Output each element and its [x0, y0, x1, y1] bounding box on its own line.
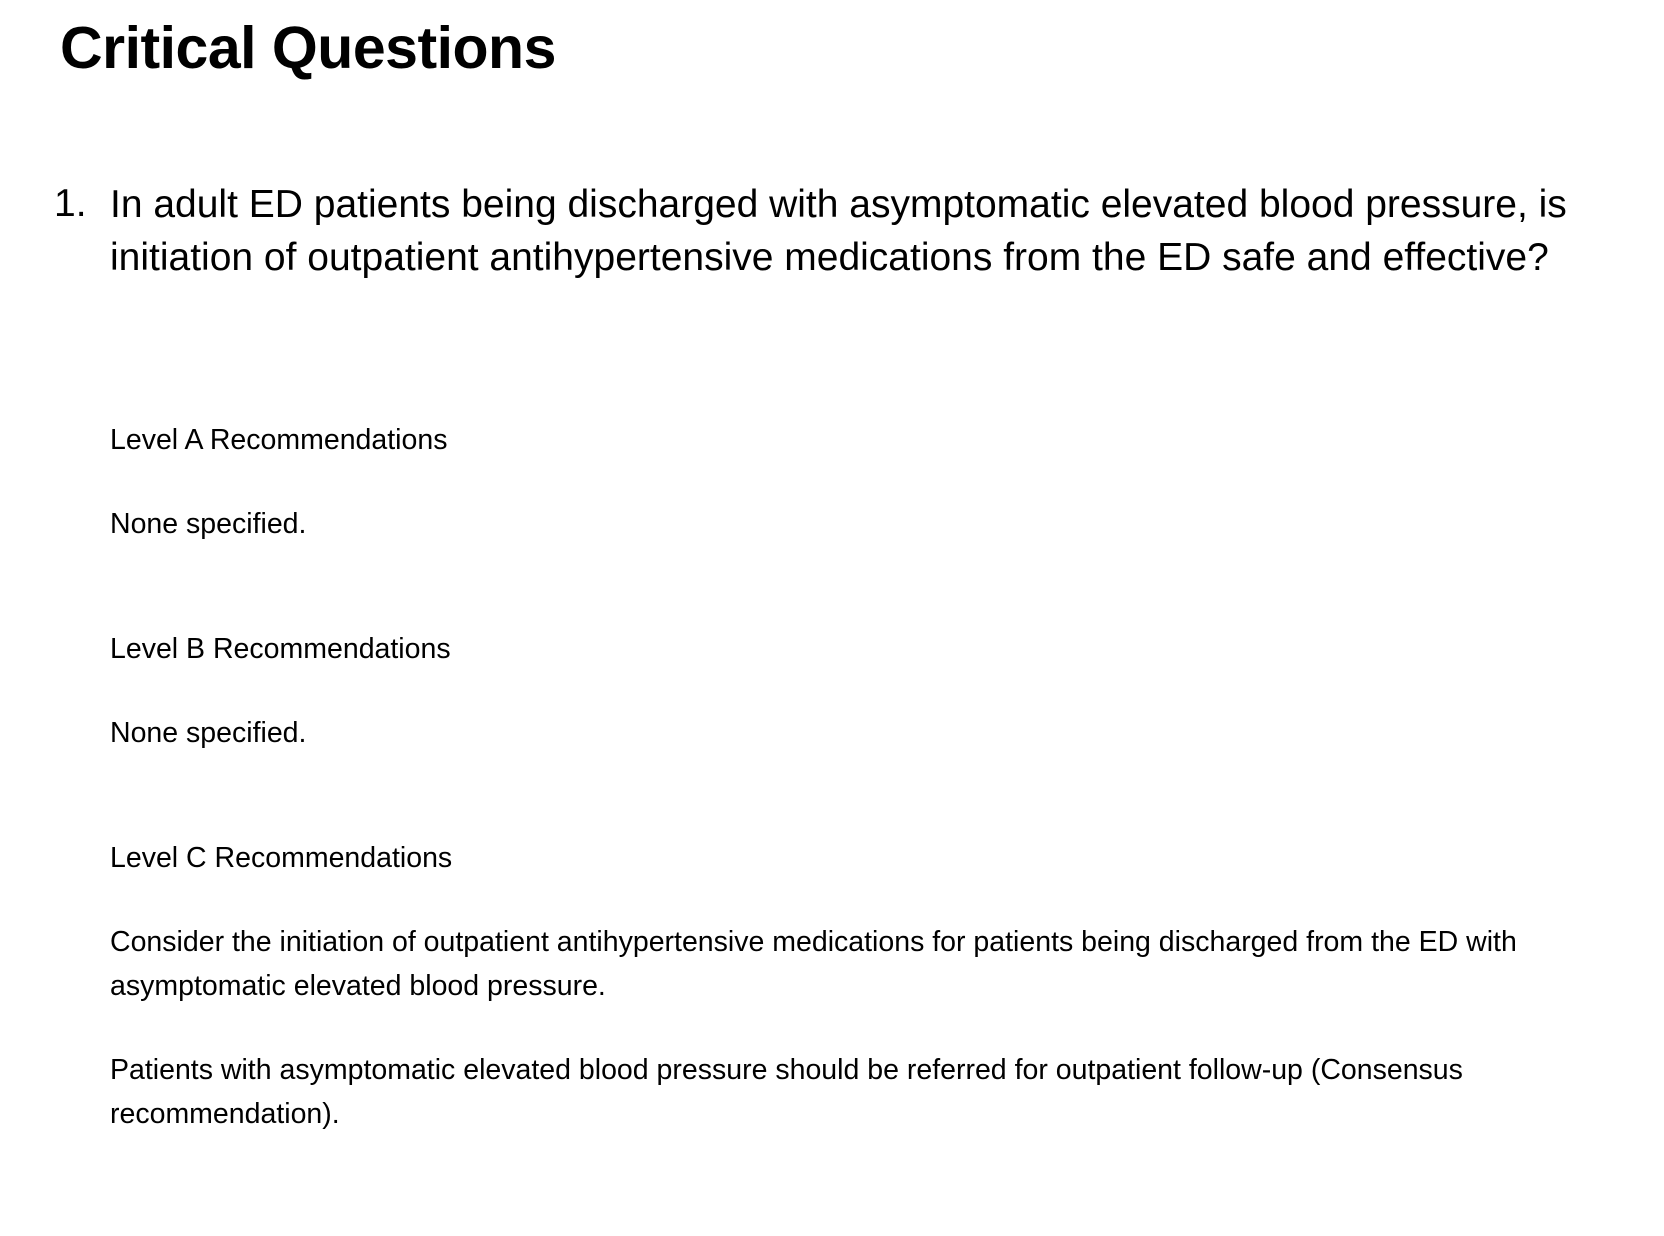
page-title: Critical Questions: [60, 15, 556, 81]
question-number: 1.: [54, 182, 87, 225]
level-c-paragraph-1: Consider the initiation of outpatient antihypertensive medications for patients being discharged from the ED with asymptomatic elevated blood pressure.: [110, 926, 1517, 1002]
question-text: In adult ED patients being discharged with asymptomatic elevated blood pressure, is initiation of outpatient antihypertensive medications from the ED safe and effective?: [110, 183, 1567, 279]
level-a-body: None specified.: [110, 508, 307, 540]
level-b-heading: Level B Recommendations: [110, 633, 451, 665]
level-a-heading: Level A Recommendations: [110, 424, 448, 456]
level-b-body: None specified.: [110, 717, 307, 749]
level-c-heading: Level C Recommendations: [110, 842, 453, 874]
level-c-paragraph-2: Patients with asymptomatic elevated blood pressure should be referred for outpatient follow-up (Consensus recommendation).: [110, 1054, 1463, 1130]
